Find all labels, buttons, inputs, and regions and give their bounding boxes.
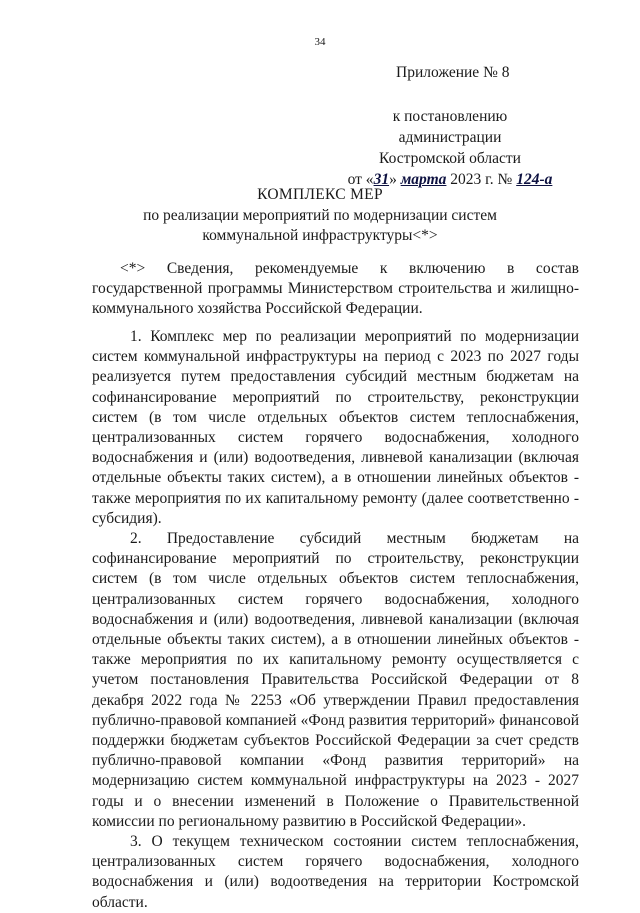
paragraph-1: 1. Комплекс мер по реализации мероприятий по модернизации систем коммунальной инфраструктуры на период с 2023 по 2027 годы реализуется путем предоставления субсидий местным бюджетам на софинансирование мероприятий по строительству, реконструкции систем (в том числе отдельных объектов систем теплоснабжения, централизованных систем горячего водоснабжения, холодного водоснабжения и (или) водоотведения, ливневой канализации (включая отдельные объекты таких систем), а в отношении линейных объектов - также мероприятия по их капитальному ремонту (далее соответственно - субсидия). [92, 328, 579, 527]
footnote-block [92, 259, 579, 320]
decree-month-handwritten: марта [400, 171, 447, 188]
decree-line-1: к постановлению администрации [392, 108, 508, 146]
paragraph-2: 2. Предоставление субсидий местным бюджетам на софинансирование мероприятий по строительству, реконструкции систем (в том числе отдельных объектов систем теплоснабжения, централизованных систем горячего водоснабжения, холодного водоснабжения и (или) водоотведения, ливневой канализации (включая отдельные объекты таких систем), а в отношении линейных объектов - также мероприятия по их капитальному ремонту осуществляется с учетом постановления Правительства Российской Федерации от 8 декабря 2022 года № 2253 «Об утверждении Правил предоставления публично-правовой компанией «Фонд развития территорий» финансовой поддержки бюджетам субъектов Российской Федерации за счет средств публично-правовой компании «Фонд развития территорий» на модернизацию систем коммунальной инфраструктуры на 2023 - 2027 годы и о внесении изменений в Положение о Правительственной комиссии по региональному развитию в Российской Федерации». [92, 530, 579, 830]
title-line-3: коммунальной инфраструктуры<*> [202, 227, 438, 244]
decree-day-handwritten: 31 [373, 171, 390, 188]
decree-line-2: Костромской области [379, 150, 521, 167]
title-line-2: по реализации мероприятий по модернизации систем [143, 206, 497, 224]
decree-date-prefix: от « [347, 171, 374, 188]
document-body [92, 327, 579, 913]
appendix-label: Приложение № 8 [396, 64, 510, 81]
page-number: 34 [314, 36, 326, 48]
footnote-text: <*> Сведения, рекомендуемые к включению в состав государственной программы Министерством строительства и жилищно-коммунального хозяйства Российской Федерации. [92, 260, 579, 318]
decree-date-mid: » [389, 171, 401, 188]
decree-number-handwritten: 124-а [516, 171, 553, 188]
decree-year: 2023 г. № [446, 171, 517, 188]
title-heading: КОМПЛЕКС МЕР [257, 186, 383, 203]
decree-reference [340, 106, 560, 190]
paragraph-3: 3. О текущем техническом состоянии систем теплоснабжения, централизованных систем горячего водоснабжения, холодного водоснабжения и (или) водоотведения на территории Костромской области. [92, 833, 579, 911]
document-title [0, 185, 640, 247]
